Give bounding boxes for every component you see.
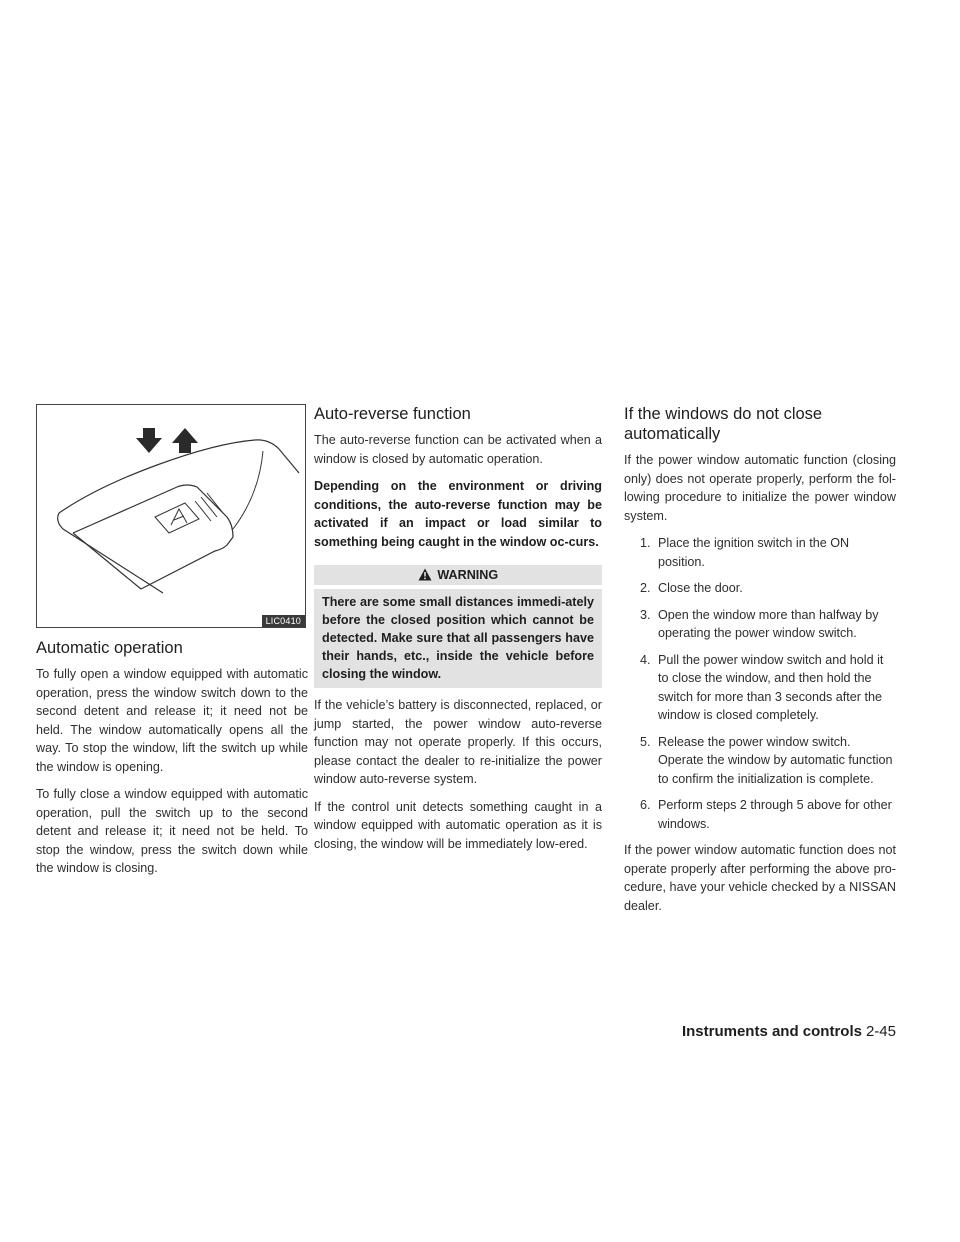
column-right [624, 404, 896, 924]
list-item: 2. Close the door. [640, 581, 743, 595]
list-item: 5. Release the power window switch. Operate the window by automatic function to confirm the initialization is complete. [640, 734, 893, 786]
switch-diagram [37, 405, 307, 629]
heading-windows-not-close: If the windows do not close automatically [624, 405, 823, 443]
paragraph-init-outro: If the power window automatic function does not operate properly after performing the above pro-cedure, have your vehicle checked by a NISSAN dealer. [624, 843, 896, 913]
footer-section-title: Instruments and controls [681, 1023, 862, 1040]
heading-auto-reverse: Auto-reverse function [314, 405, 471, 423]
list-item: 4. Pull the power window switch and hold it to close the window, and then hold the switch for more than 3 seconds after the window is closed completely. [640, 652, 884, 722]
figure-code: LIC0410 [262, 615, 305, 627]
paragraph-open: To fully open a window equipped with automatic operation, press the window switch down to the second detent and release it; it need not be held. The window automatically opens all the way. To stop the window, lift the switch up while the window is opening. [36, 667, 308, 774]
paragraph-control-unit: If the control unit detects something caught in a window equipped with automatic operation as it is closing, the window will be immediately low-ered. [314, 799, 602, 851]
column-middle [314, 404, 602, 862]
page-footer [682, 1023, 896, 1040]
paragraph-init-intro: If the power window automatic function (closing only) does not operate properly, perform the fol-lowing procedure to initialize the power window system. [624, 453, 896, 523]
warning-icon [418, 568, 432, 581]
warning-text: There are some small distances immedi-ately before the closed position which cannot be detected. Make sure that all passengers have their hands, etc., inside the vehicle before closing the window. [314, 589, 602, 688]
warning-label: WARNING [437, 568, 499, 582]
arrow-up-icon [172, 428, 198, 453]
warning-header [314, 565, 602, 585]
column-left [36, 404, 308, 887]
paragraph-auto-reverse-intro: The auto-reverse function can be activated when a window is closed by automatic operation. [314, 433, 602, 466]
list-item: 1. Place the ignition switch in the ON position. [640, 536, 850, 569]
init-steps-list [624, 534, 896, 833]
heading-automatic-operation: Automatic operation [36, 639, 183, 657]
list-item: 3. Open the window more than halfway by operating the power window switch. [640, 607, 879, 640]
window-switch-illustration [36, 404, 306, 628]
page-number: 2-45 [865, 1023, 896, 1040]
warning-box [314, 565, 602, 688]
paragraph-battery: If the vehicle’s battery is disconnected, replaced, or jump started, the power window auto-reverse function may not operate properly. If this occurs, please contact the dealer to re-initialize the power window auto-reverse system. [314, 698, 602, 786]
paragraph-auto-reverse-bold: Depending on the environment or driving conditions, the auto-reverse function may be activated if an impact or load similar to something being caught in the window oc-curs. [314, 479, 602, 549]
paragraph-close: To fully close a window equipped with automatic operation, pull the switch up to the second detent and release it; it need not be held. To stop the window, press the switch down while the window is closing. [36, 787, 308, 875]
list-item: 6. Perform steps 2 through 5 above for other windows. [640, 798, 892, 831]
arrow-down-icon [136, 428, 162, 453]
auto-button-icon [155, 493, 223, 533]
